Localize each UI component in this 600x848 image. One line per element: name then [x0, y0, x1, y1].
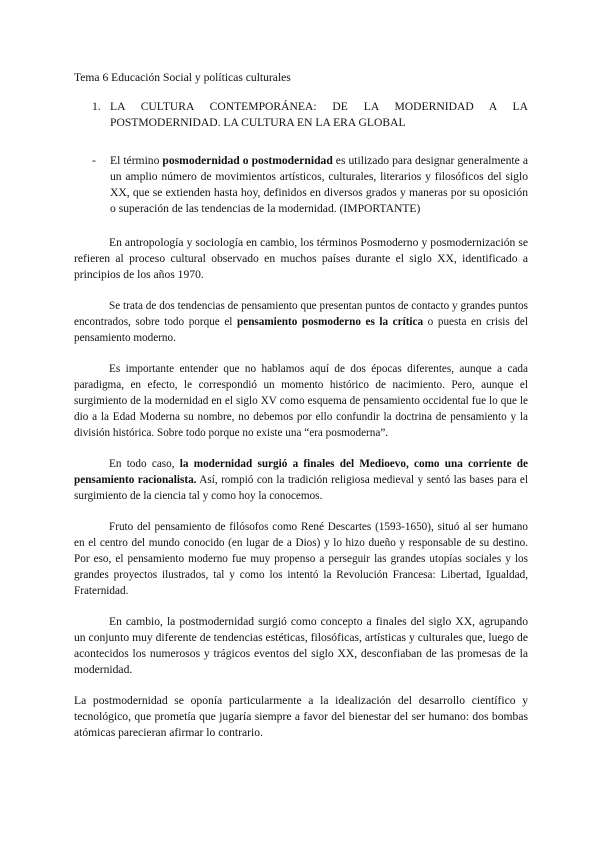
paragraph-3: Es importante entender que no hablamos aquí de dos épocas diferentes, aunque a cada paradigma, en efecto, le correspondió un momento histórico de nacimiento. Pero, aunque el surgimiento de la modernidad en el siglo XV como esquema de pensamiento occidental fue lo que le dio a la Edad Moderna su nombre, no debemos por ello confundir la doctrina de pensamiento y la división histórica. Sobre todo porque no existe una “era posmoderna”. — [74, 363, 528, 439]
bullet-item — [92, 153, 528, 217]
bullet-text-pre: El término — [110, 154, 163, 167]
paragraph-7: La postmodernidad se oponía particularmente a la idealización del desarrollo científico y tecnológico, que prometía que jugaría siempre a favor del bienestar del ser humano: dos bombas atómicas parecieran afirmar lo contrario. — [74, 694, 528, 739]
paragraph-6: En cambio, la postmodernidad surgió como concepto a finales del siglo XX, agrupando un conjunto muy diferente de tendencias estéticas, filosóficas, artísticas y culturales que, luego de acontecidos los numerosos y trágicos eventos del siglo XX, desconfiaban de las promesas de la modernidad. — [74, 615, 528, 676]
section-heading — [92, 99, 528, 131]
paragraph-2-pre: Se trata de dos tendencias de pensamiento que presentan puntos de contacto y grandes puntos encontrados, sobre todo porque el — [74, 300, 528, 328]
bullet-text-post: es utilizado para designar generalmente a un amplio número de movimientos artísticos, culturales, literarios y filosóficos del siglo XX, que se extienden hasta hoy, definidos en diversos grados y maneras por su oposición o superación de las tendencias de la modernidad. (IMPORTANTE) — [110, 154, 528, 215]
paragraph-5: Fruto del pensamiento de filósofos como René Descartes (1593-1650), situó al ser humano en el centro del mundo conocido (en lugar de a Dios) y lo hizo dueño y responsable de su destino. Por eso, el pensamiento moderno fue muy propenso a perseguir las grandes utopías sociales y los grandes proyectos ilustrados, tal y como los intentó la Revolución Francesa: Libertad, Igualdad, Fraternidad. — [74, 521, 528, 597]
document-title: Tema 6 Educación Social y políticas culturales — [74, 71, 291, 84]
paragraph-4-pre: En todo caso, — [109, 458, 180, 470]
paragraph-1: En antropología y sociología en cambio, los términos Posmoderno y posmodernización se refieren al proceso cultural observado en muchos países durante el siglo XX, identificado a principios de los años 1970. — [74, 236, 528, 281]
paragraph-2-bold: pensamiento posmoderno es la crítica — [237, 316, 424, 328]
paragraph-2-post: o puesta en crisis del pensamiento moderno. — [74, 316, 528, 344]
bullet-text-bold: posmodernidad o postmodernidad — [162, 154, 333, 167]
paragraph-4-post: Así, rompió con la tradición religiosa medieval y sentó las bases para el surgimiento de la ciencia tal y como hoy la conocemos. — [74, 474, 528, 502]
bullet-marker: - — [92, 154, 96, 167]
section-number: 1. — [92, 100, 101, 113]
paragraph-4 — [74, 456, 528, 504]
bullet-text — [110, 153, 528, 217]
paragraph-4-bold: la modernidad surgió a finales del Medioevo, como una corriente de pensamiento racionalista. — [74, 458, 528, 486]
section-heading-text: LA CULTURA CONTEMPORÁNEA: DE LA MODERNIDAD A LA POSTMODERNIDAD. LA CULTURA EN LA ERA GLOBAL — [110, 100, 528, 129]
paragraph-2 — [74, 298, 528, 346]
